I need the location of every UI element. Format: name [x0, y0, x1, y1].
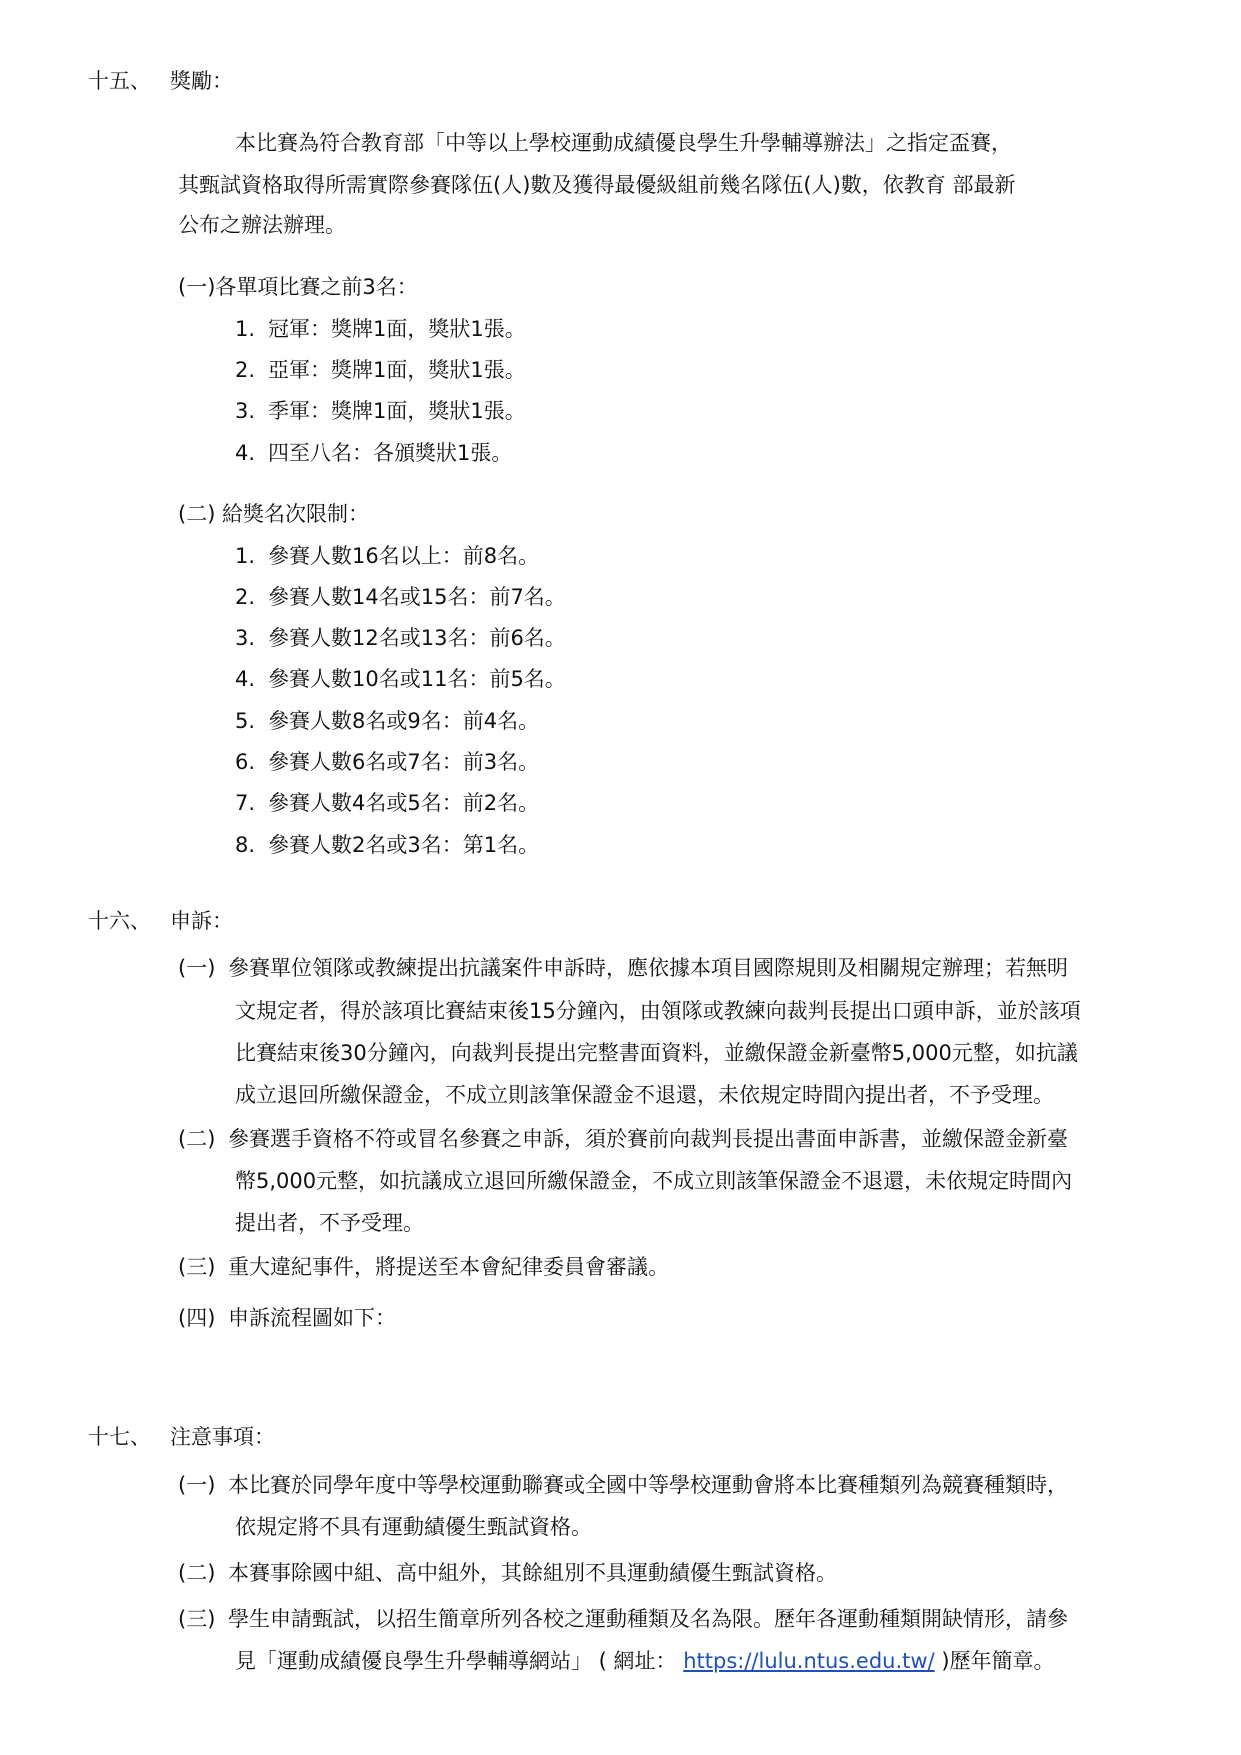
notice-item-line: 學生申請甄試，以招生簡章所列各校之運動種類及名為限。歷年各運動種類開缺情形，請參 [228, 1607, 1068, 1631]
notice-item-line: 本賽事除國中組、高中組外，其餘組別不具運動績優生甄試資格。 [228, 1561, 837, 1585]
notice-item-label: (二) [178, 1561, 216, 1585]
section-15-number: 十五、 [88, 69, 151, 93]
section-15-intro-line-1: 本比賽為符合教育部「中等以上學校運動成績優良學生升學輔導辦法」之指定盃賽， [235, 131, 1012, 155]
notice-line-suffix: )歷年簡章。 [934, 1649, 1055, 1673]
appeal-item-label: (一) [178, 956, 216, 980]
section-17-title: 注意事項： [170, 1425, 275, 1449]
appeal-item-line: 成立退回所繳保證金，不成立則該筆保證金不退還，未依規定時間內提出者，不予受理。 [235, 1083, 1054, 1107]
section-15-intro-line-2: 其甄試資格取得所需實際參賽隊伍(人)數及獲得最優級組前幾名隊伍(人)數，依教育 部最新 [178, 173, 1016, 197]
list-item: 3. 參賽人數12名或13名：前6名。 [235, 626, 566, 650]
section-16-number: 十六、 [88, 909, 151, 933]
appeal-item-line: 提出者，不予受理。 [235, 1211, 424, 1235]
appeal-item-label: (三) [178, 1255, 216, 1279]
list-item: 8. 參賽人數2名或3名：第1名。 [235, 833, 540, 857]
notice-item-label: (三) [178, 1607, 216, 1631]
appeal-item-line: 參賽選手資格不符或冒名參賽之申訴，須於賽前向裁判長提出書面申訴書，並繳保證金新臺 [228, 1127, 1068, 1151]
notice-item-line: 本比賽於同學年度中等學校運動聯賽或全國中等學校運動會將本比賽種類列為競賽種類時， [228, 1473, 1068, 1497]
appeal-item-line: 重大違紀事件，將提送至本會紀律委員會審議。 [228, 1255, 669, 1279]
list-item: 2. 參賽人數14名或15名：前7名。 [235, 585, 566, 609]
appeal-item-line: 幣5,000元整，如抗議成立退回所繳保證金，不成立則該筆保證金不退還，未依規定時間內 [235, 1169, 1073, 1193]
section-17-number: 十七、 [88, 1425, 151, 1449]
section-15-intro-line-3: 公布之辦法辦理。 [178, 213, 346, 237]
notice-item-line [235, 1648, 1055, 1675]
list-item: 2. 亞軍：獎牌1面，獎狀1張。 [235, 358, 526, 382]
list-item: 6. 參賽人數6名或7名：前3名。 [235, 750, 540, 774]
section-15-title: 獎勵： [170, 69, 233, 93]
appeal-item-line: 比賽結束後30分鐘內，向裁判長提出完整書面資料，並繳保證金新臺幣5,000元整，如抗議 [235, 1041, 1078, 1065]
section-16-title: 申訴： [170, 909, 233, 933]
list-item: 4. 四至八名：各頒獎狀1張。 [235, 441, 513, 465]
notice-line-prefix: 見「運動成績優良學生升學輔導網站」 ( 網址： [235, 1649, 684, 1673]
appeal-item-label: (二) [178, 1127, 216, 1151]
list-item: 1. 參賽人數16名以上：前8名。 [235, 544, 540, 568]
notice-item-line: 依規定將不具有運動績優生甄試資格。 [235, 1515, 592, 1539]
list-item: 4. 參賽人數10名或11名：前5名。 [235, 667, 566, 691]
list-item: 7. 參賽人數4名或5名：前2名。 [235, 791, 540, 815]
sub1-label: (一)各單項比賽之前3名： [178, 275, 418, 299]
list-item: 1. 冠軍：獎牌1面，獎狀1張。 [235, 317, 526, 341]
guidance-website-link[interactable]: https://lulu.ntus.edu.tw/ [683, 1649, 935, 1673]
list-item: 3. 季軍：獎牌1面，獎狀1張。 [235, 399, 526, 423]
sub2-label: (二) 給獎名次限制： [178, 502, 370, 526]
appeal-item-label: (四) [178, 1306, 216, 1330]
appeal-item-line: 申訴流程圖如下： [228, 1306, 396, 1330]
appeal-item-line: 參賽單位領隊或教練提出抗議案件申訴時，應依據本項目國際規則及相關規定辦理；若無明 [228, 956, 1068, 980]
appeal-item-line: 文規定者，得於該項比賽結束後15分鐘內，由領隊或教練向裁判長提出口頭申訴，並於該項 [235, 999, 1081, 1023]
notice-item-label: (一) [178, 1473, 216, 1497]
list-item: 5. 參賽人數8名或9名：前4名。 [235, 709, 540, 733]
